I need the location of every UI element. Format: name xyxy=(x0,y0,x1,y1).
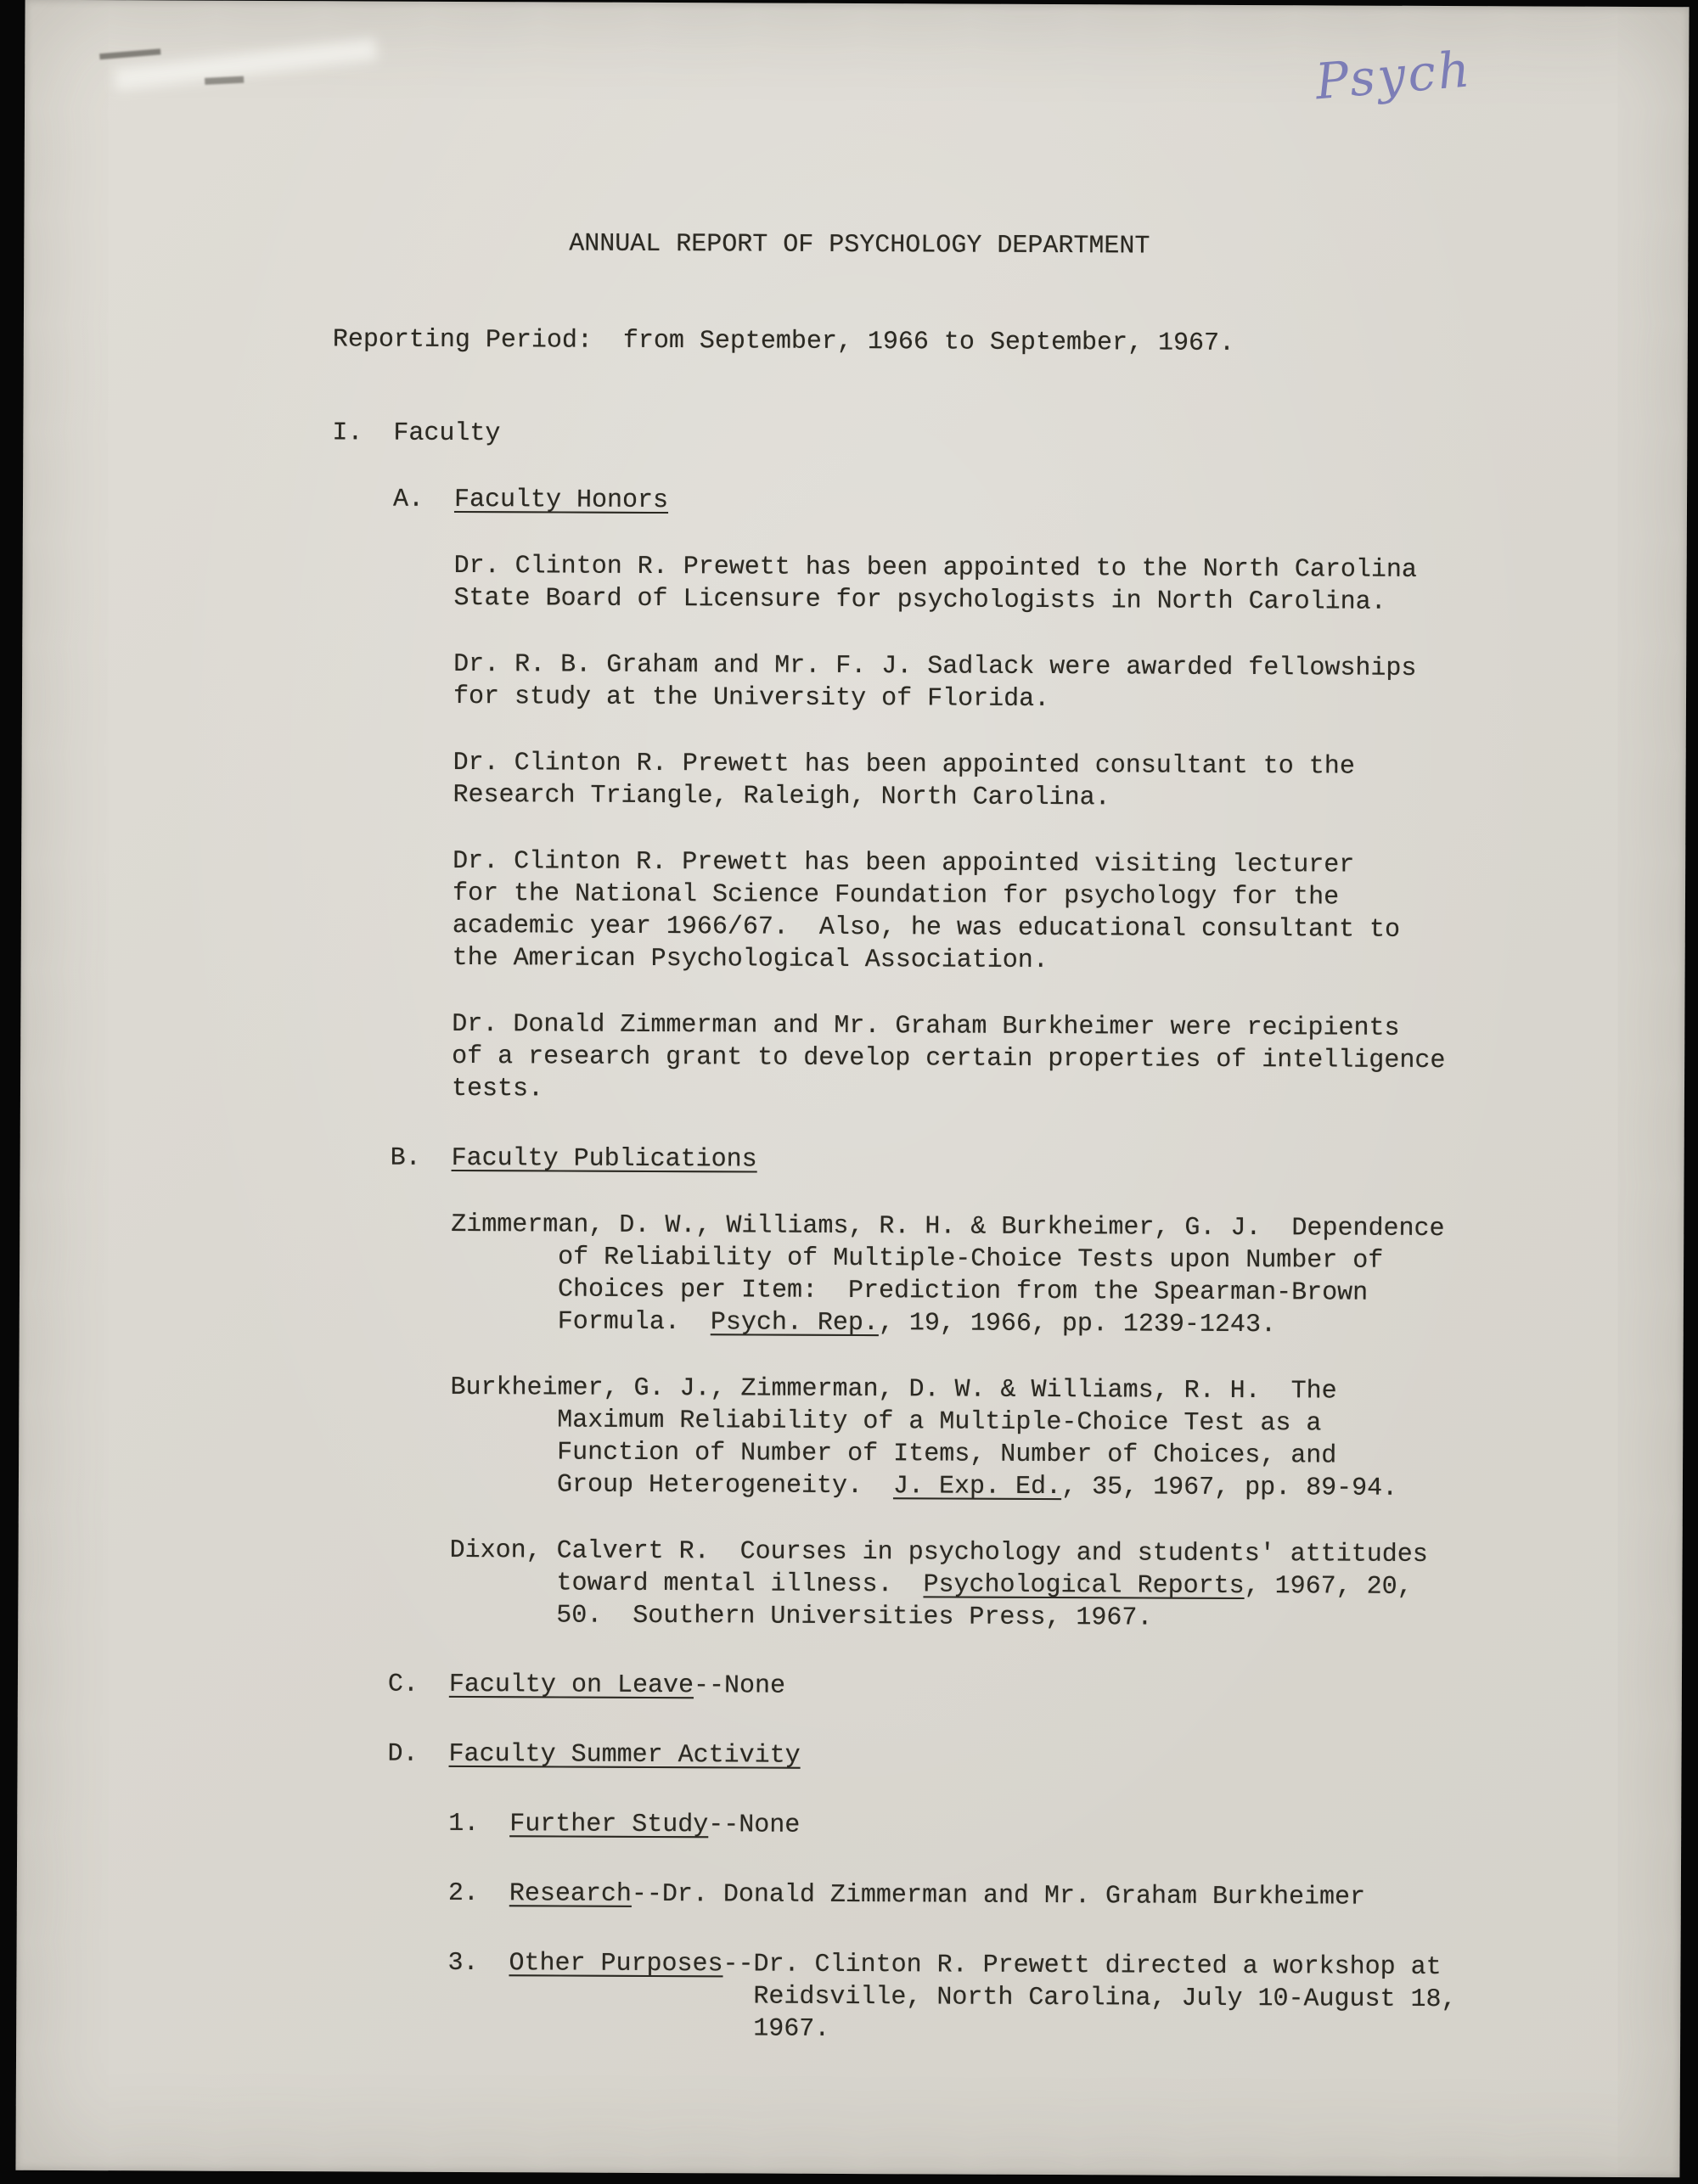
text-segment: , 1967, 20, xyxy=(1244,1572,1413,1602)
text-line xyxy=(327,1598,1380,1635)
subsection-heading-faculty-on-leave xyxy=(327,1668,1380,1704)
text-line xyxy=(328,1468,1398,1504)
text-line xyxy=(328,1435,1380,1472)
underlined-text: Faculty Publications xyxy=(451,1143,757,1175)
text-segment: 1. xyxy=(448,1809,510,1839)
text-line xyxy=(325,1979,1457,2015)
text-segment: Burkheimer, G. J., Zimmerman, D. W. & Williams, R. H. The xyxy=(450,1373,1337,1406)
text-line xyxy=(330,845,1383,881)
text-segment: the American Psychological Association. xyxy=(452,943,1049,976)
section-heading-faculty xyxy=(332,417,1385,453)
text-segment: toward mental illness. xyxy=(556,1569,924,1600)
text-segment: D. xyxy=(387,1739,449,1769)
text-segment: Dr. R. B. Graham and Mr. F. J. Sadlack were awarded fellowships xyxy=(453,649,1417,683)
text-segment: for study at the University of Florida. xyxy=(453,682,1050,715)
handwritten-annotation: Psych xyxy=(1313,40,1475,111)
paper-crease xyxy=(114,38,378,91)
text-segment: for the National Science Foundation for psychology for the xyxy=(452,879,1340,912)
text-segment: C. xyxy=(387,1670,450,1699)
text-line xyxy=(332,549,1417,586)
text-segment: ANNUAL REPORT OF PSYCHOLOGY DEPARTMENT xyxy=(569,229,1150,261)
text-line xyxy=(330,909,1401,946)
text-line xyxy=(328,1403,1380,1440)
text-line xyxy=(329,1272,1381,1309)
subsection-heading-faculty-honors xyxy=(332,483,1385,519)
document-title xyxy=(333,227,1386,263)
text-segment: B. xyxy=(390,1143,452,1173)
text-line xyxy=(329,1040,1446,1076)
underlined-text: Research xyxy=(509,1879,632,1909)
text-segment: , 19, 1966, pp. 1239-1243. xyxy=(878,1309,1277,1340)
text-line xyxy=(328,1534,1428,1570)
text-segment: Dr. Donald Zimmerman and Mr. Graham Burkheimer were recipients xyxy=(452,1009,1400,1043)
text-line xyxy=(325,2011,1378,2047)
text-segment: , 35, 1967, pp. 89-94. xyxy=(1061,1473,1398,1503)
text-segment: --Dr. Donald Zimmerman and Mr. Graham Burkheimer xyxy=(631,1879,1366,1912)
text-segment: 3. xyxy=(447,1948,509,1979)
text-segment: Dixon, Calvert R. Courses in psychology and students' attitudes xyxy=(449,1536,1428,1569)
text-segment: Zimmerman, D. W., Williams, R. H. & Burkheimer, G. J. Dependence xyxy=(451,1210,1445,1244)
text-segment: tests. xyxy=(451,1074,544,1104)
text-segment: Dr. Clinton R. Prewett has been appointed to the North Carolina xyxy=(453,551,1417,585)
underlined-text: Psychological Reports xyxy=(923,1570,1245,1602)
underlined-text: Faculty Honors xyxy=(453,485,669,516)
document-lines xyxy=(325,227,1457,2047)
subsection-heading-faculty-summer-activity xyxy=(326,1738,1379,1774)
subsection-heading-faculty-publications xyxy=(329,1142,1382,1178)
text-line xyxy=(329,1305,1381,1341)
text-segment: Choices per Item: Prediction from the Spearman-Brown xyxy=(557,1275,1369,1308)
text-segment: 1967. xyxy=(753,2014,830,2044)
text-segment: Maximum Reliability of a Multiple-Choice Test as a xyxy=(557,1406,1322,1439)
scan-smudge xyxy=(205,76,244,85)
text-line xyxy=(329,1240,1384,1277)
underlined-text: Faculty on Leave xyxy=(448,1670,694,1701)
text-segment: A. xyxy=(392,485,455,514)
text-line xyxy=(331,581,1384,618)
text-segment: 2. xyxy=(447,1878,509,1909)
text-line xyxy=(329,1072,1382,1109)
text-line xyxy=(329,1008,1400,1044)
list-item-other-purposes xyxy=(325,1946,1442,1983)
text-segment: Formula. xyxy=(557,1307,711,1338)
text-segment: --None xyxy=(693,1671,786,1701)
text-segment: Dr. Clinton R. Prewett has been appointed visiting lecturer xyxy=(453,846,1355,880)
text-segment: Reporting Period: from September, 1966 to September, 1967. xyxy=(332,325,1235,358)
text-line xyxy=(330,877,1383,913)
text-line xyxy=(331,648,1417,684)
text-segment: I. Faculty xyxy=(332,418,501,449)
text-line xyxy=(330,941,1383,978)
text-segment: Group Heterogeneity. xyxy=(556,1470,894,1502)
underlined-text: Faculty Summer Activity xyxy=(448,1739,801,1771)
underlined-text: Further Study xyxy=(509,1810,709,1840)
text-line xyxy=(330,778,1383,815)
paper-sheet xyxy=(15,0,1689,2177)
text-line xyxy=(327,1566,1413,1603)
text-segment: of Reliability of Multiple-Choice Tests upon Number of xyxy=(558,1243,1384,1276)
scan-smudge xyxy=(99,48,160,59)
text-segment: --Dr. Clinton R. Prewett directed a workshop at xyxy=(722,1950,1442,1983)
reporting-period xyxy=(333,323,1386,360)
text-segment: State Board of Licensure for psychologists in North Carolina. xyxy=(453,583,1386,617)
text-line xyxy=(331,680,1384,716)
underlined-text: Other Purposes xyxy=(509,1949,723,1979)
text-segment: --None xyxy=(708,1811,801,1840)
list-item-research xyxy=(326,1877,1379,1913)
text-line xyxy=(328,1371,1380,1407)
list-item-further-study xyxy=(326,1807,1379,1844)
text-line xyxy=(329,1208,1445,1244)
text-segment: academic year 1966/67. Also, he was educational consultant to xyxy=(452,911,1401,945)
text-segment: Reidsville, North Carolina, July 10-August 18, xyxy=(753,1982,1457,2015)
text-segment: Function of Number of Items, Number of Choices, and xyxy=(557,1438,1337,1471)
text-segment: of a research grant to develop certain properties of intelligence xyxy=(452,1041,1446,1076)
text-segment: 50. Southern Universities Press, 1967. xyxy=(556,1601,1153,1633)
text-line xyxy=(331,746,1384,783)
underlined-text: Psych. Rep. xyxy=(710,1308,879,1339)
text-segment: Dr. Clinton R. Prewett has been appointed consultant to the xyxy=(453,748,1355,782)
underlined-text: J. Exp. Ed. xyxy=(892,1472,1062,1502)
text-segment: Research Triangle, Raleigh, North Carolina. xyxy=(453,780,1110,813)
